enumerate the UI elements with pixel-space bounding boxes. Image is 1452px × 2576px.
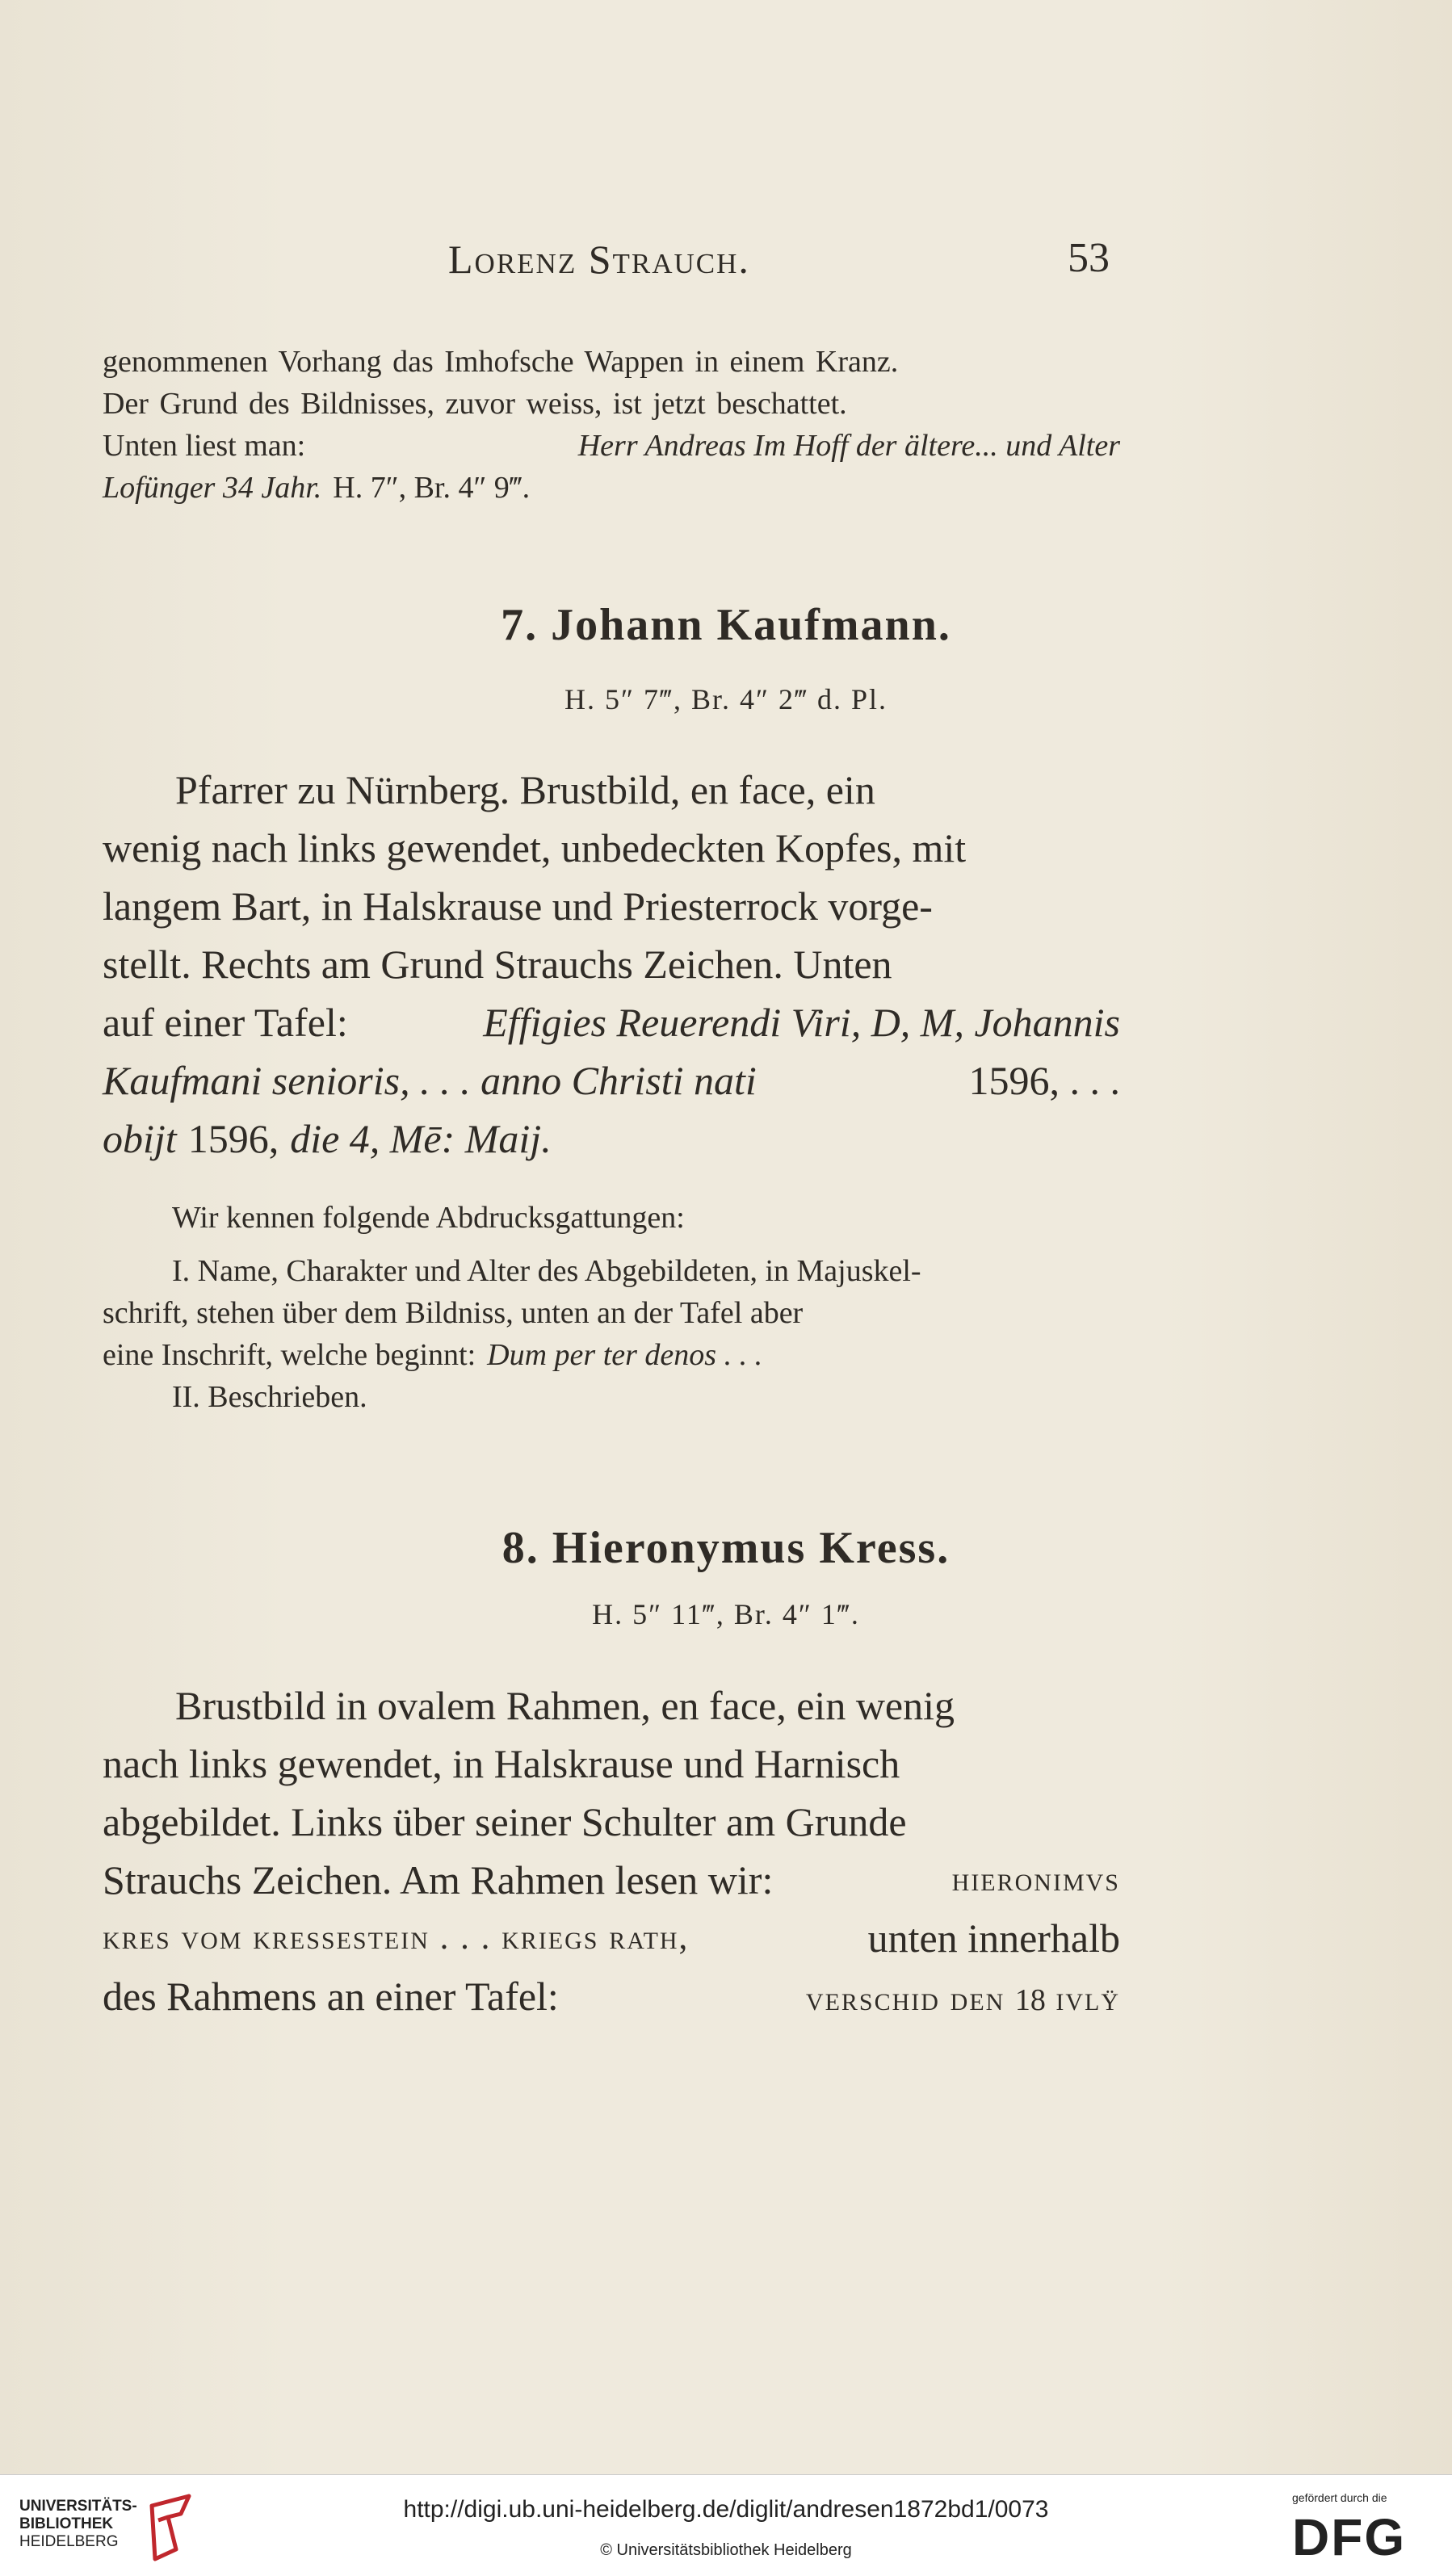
permalink-url[interactable]: http://digi.ub.uni-heidelberg.de/diglit/andresen1872bd1/0073 bbox=[403, 2496, 1049, 2523]
library-name-line-2: BIBLIOTHEK bbox=[19, 2515, 114, 2532]
intro-paragraph bbox=[103, 341, 1120, 509]
intro-line-3 bbox=[103, 425, 1120, 467]
entry-7-birth-year: 1596, . . . bbox=[968, 1058, 1120, 1103]
entry-8-inscription-c: verschid den bbox=[805, 1980, 1005, 2018]
entry-8-line-6-start: des Rahmens an einer Tafel: bbox=[103, 1974, 559, 2019]
entry-8-heading: 8. Hieronymus Kress. bbox=[501, 1523, 951, 1573]
entry-8-line-1: Brustbild in ovalem Rahmen, en face, ein wenig bbox=[175, 1683, 955, 1728]
entry-7-death-year: 1596, bbox=[187, 1116, 279, 1161]
intro-inscription: Herr Andreas Im Hoff der ältere... und Alter bbox=[577, 429, 1120, 463]
entry-7-line-4: stellt. Rechts am Grund Strauchs Zeichen. Unten bbox=[103, 942, 892, 987]
print-type-1-inscription: Dum per ter denos . . . bbox=[487, 1338, 763, 1372]
print-type-1-line-1: I. Name, Charakter und Alter des Abgebildeten, in Majuskel- bbox=[172, 1254, 921, 1288]
entry-8-line-3: abgebildet. Links über seiner Schulter am Grunde bbox=[103, 1799, 907, 1844]
print-type-1-line-3-start: eine Inschrift, welche beginnt: bbox=[103, 1338, 476, 1372]
entry-8-line-5-end: unten innerhalb bbox=[867, 1915, 1120, 1961]
entry-8-inscription-a: hieronimvs bbox=[951, 1861, 1120, 1898]
intro-line-3-start: Unten liest man: bbox=[103, 429, 306, 463]
entry-7-heading: 7. Johann Kaufmann. bbox=[501, 600, 951, 650]
print-type-1-line-2: schrift, stehen über dem Bildniss, unten an der Tafel aber bbox=[103, 1296, 804, 1330]
library-name-line-1: UNIVERSITÄTS- bbox=[19, 2498, 137, 2515]
print-type-1-line-3 bbox=[103, 1334, 1120, 1376]
intro-line-1: genommenen Vorhang das Imhofsche Wappen in einem Kranz. bbox=[103, 345, 899, 379]
entry-8-dimensions: H. 5″ 11‴, Br. 4″ 1‴. bbox=[592, 1598, 860, 1630]
entry-8-inscription-d: ivlÿ bbox=[1055, 1980, 1120, 2018]
entry-8-line-5 bbox=[103, 1909, 1120, 1967]
intro-inscription-end: Lofünger 34 Jahr. bbox=[103, 471, 322, 505]
entry-8-inscription-b: kres vom kressestein . . . kriegs rath, bbox=[103, 1919, 690, 1957]
print-type-2: II. Beschrieben. bbox=[172, 1380, 367, 1414]
entry-7-inscription-a: Effigies Reuerendi Viri, D, M, Johannis bbox=[483, 1000, 1120, 1045]
entry-7-dimensions: H. 5″ 7‴, Br. 4″ 2‴ d. Pl. bbox=[564, 683, 888, 715]
entry-7-line-7 bbox=[103, 1110, 1120, 1168]
entry-8-line-4-start: Strauchs Zeichen. Am Rahmen lesen wir: bbox=[103, 1857, 774, 1903]
entry-7-line-2: wenig nach links gewendet, unbedeckten Kopfes, mit bbox=[103, 825, 967, 871]
entry-7-line-3: langem Bart, in Halskrause und Priesterrock vorge- bbox=[103, 883, 933, 929]
entry-7-description bbox=[103, 761, 1120, 1168]
entry-8-line-4 bbox=[103, 1851, 1120, 1909]
entry-7-line-6 bbox=[103, 1051, 1120, 1110]
entry-8-description bbox=[103, 1676, 1120, 2029]
entry-7-inscription-b: Kaufmani senioris, . . . anno Christi nati bbox=[103, 1058, 757, 1103]
entry-8-line-2: nach links gewendet, in Halskrause und Harnisch bbox=[103, 1741, 900, 1786]
print-types-intro: Wir kennen folgende Abdrucksgattungen: bbox=[172, 1201, 685, 1235]
entry-7-line-5-start: auf einer Tafel: bbox=[103, 1000, 348, 1045]
dfg-logo: DFG bbox=[1292, 2508, 1407, 2566]
copyright-notice: © Universitätsbibliothek Heidelberg bbox=[600, 2541, 852, 2559]
entry-7-line-5 bbox=[103, 993, 1120, 1051]
library-name-line-3: HEIDELBERG bbox=[19, 2533, 119, 2550]
viewer-footer bbox=[0, 2474, 1452, 2576]
intro-line-4 bbox=[103, 467, 1120, 509]
entry-7-print-types bbox=[103, 1197, 1120, 1418]
page-number: 53 bbox=[1068, 235, 1110, 281]
entry-8-line-6 bbox=[103, 1967, 1120, 2029]
entry-7-inscription-d: die 4, Mē: Maij. bbox=[290, 1116, 552, 1161]
funding-note: gefördert durch die bbox=[1292, 2491, 1387, 2504]
intro-dimensions: H. 7″, Br. 4″ 9‴. bbox=[333, 471, 531, 505]
entry-8-inscription-number: 18 bbox=[1014, 1983, 1046, 2017]
entry-7-line-1: Pfarrer zu Nürnberg. Brustbild, en face, ein bbox=[175, 767, 875, 812]
running-head-title: Lorenz Strauch. bbox=[448, 237, 750, 282]
intro-line-2: Der Grund des Bildnisses, zuvor weiss, ist jetzt beschattet. bbox=[103, 387, 847, 421]
entry-7-inscription-c: obijt bbox=[103, 1116, 177, 1161]
